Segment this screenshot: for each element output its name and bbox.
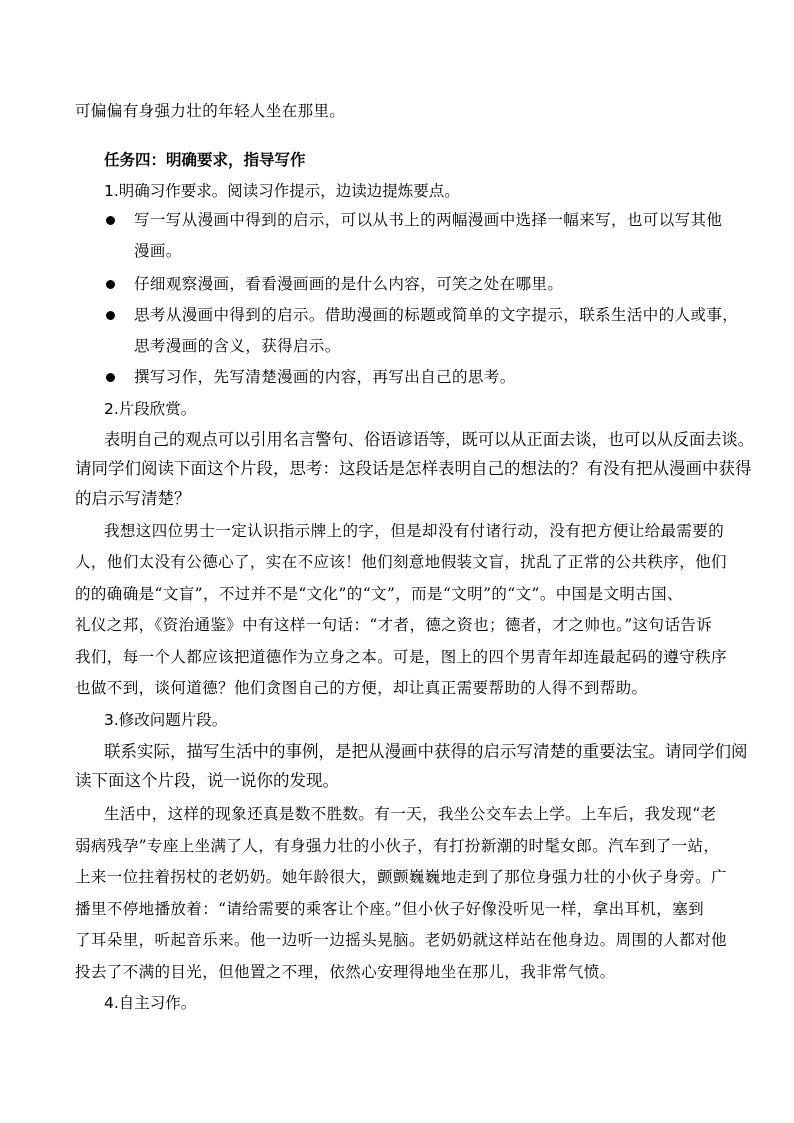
bullet-icon [106, 280, 115, 289]
bullet-item: 仔细观察漫画，看看漫画画的是什么内容，可笑之处在哪里。 [134, 275, 564, 293]
section-heading: 任务四：明确要求，指导写作 [104, 151, 306, 169]
bullet-icon [106, 373, 115, 382]
bullet-item-continuation: 思考漫画的含义，获得启示。 [134, 337, 341, 355]
bullet-icon [106, 311, 115, 320]
body-paragraph-line: 读下面这个片段，说一说你的发现。 [75, 771, 339, 790]
quoted-paragraph-line: 也做不到，谈何道德？他们贪图自己的方便，却让真正需要帮助的人得不到帮助。 [75, 679, 648, 697]
subsection-title: 1.明确习作要求。阅读习作提示，边读边提炼要点。 [104, 182, 460, 200]
quoted-paragraph-line: 我们，每一个人都应该把道德作为立身之本。可是，图上的四个男青年却连最起码的遵守秩序 [75, 648, 727, 666]
body-paragraph-line: 表明自己的观点可以引用名言警句、俗语谚语等，既可以从正面去谈，也可以从反面去谈。 [104, 430, 754, 449]
subsection-title: 3.修改问题片段。 [104, 711, 228, 729]
body-text-line: 可偏偏有身强力壮的年轻人坐在那里。 [75, 102, 346, 120]
bullet-item-continuation: 漫画。 [134, 242, 182, 260]
quoted-paragraph-line: 了耳朵里，听起音乐来。他一边听一边摇头晃脑。老奶奶就这样站在他身边。周围的人都对他 [75, 931, 727, 949]
quoted-paragraph-line: 人，他们太没有公德心了，实在不应该！他们刻意地假装文盲，扰乱了正常的公共秩序，他们 [75, 553, 727, 571]
quoted-paragraph-line: 上来一位拄着拐杖的老奶奶。她年龄很大，颤颤巍巍地走到了那位身强力壮的小伙子身旁。广 [75, 868, 727, 886]
quoted-paragraph-line: 投去了不满的目光，但他置之不理，依然心安理得地坐在那儿，我非常气愤。 [75, 963, 616, 981]
bullet-item: 撰写习作，先写清楚漫画的内容，再写出自己的思考。 [134, 368, 516, 386]
quoted-paragraph-line: 弱病残孕”专座上坐满了人，有身强力壮的小伙子，有打扮新潮的时髦女郎。汽车到了一站， [75, 837, 720, 855]
bullet-icon [106, 216, 115, 225]
bullet-item: 写一写从漫画中得到的启示，可以从书上的两幅漫画中选择一幅来写，也可以写其他 [134, 211, 723, 229]
body-paragraph-line: 请同学们阅读下面这个片段，思考：这段话是怎样表明自己的想法的？有没有把从漫画中获得 [75, 459, 752, 478]
quoted-paragraph-line: 我想这四位男士一定认识指示牌上的字，但是却没有付诸行动，没有把方便让给最需要的 [104, 522, 725, 540]
quoted-paragraph-line: 播里不停地播放着：“请给需要的乘客让个座。”但小伙子好像没听见一样，拿出耳机，塞到 [75, 900, 705, 918]
subsection-title: 2.片段欣赏。 [104, 400, 197, 418]
body-paragraph-line: 联系实际，描写生活中的事例，是把从漫画中获得的启示写清楚的重要法宝。请同学们阅 [104, 742, 748, 761]
bullet-item: 思考从漫画中得到的启示。借助漫画的标题或简单的文字提示，联系生活中的人或事， [134, 306, 739, 324]
quoted-paragraph-line: 的的确确是“文盲”，不过并不是“文化”的“文”，而是“文明”的“文”。中国是文明古国、 [75, 585, 683, 603]
body-paragraph-line: 的启示写清楚？ [75, 489, 191, 508]
quoted-paragraph-line: 生活中，这样的现象还真是数不胜数。有一天，我坐公交车去上学。上车后，我发现“老 [104, 805, 717, 823]
quoted-paragraph-line: 礼仪之邦，《资治通鉴》中有这样一句话：“才者，德之资也；德者，才之帅也。”这句话告诉 [75, 616, 713, 634]
subsection-title: 4.自主习作。 [104, 994, 197, 1012]
